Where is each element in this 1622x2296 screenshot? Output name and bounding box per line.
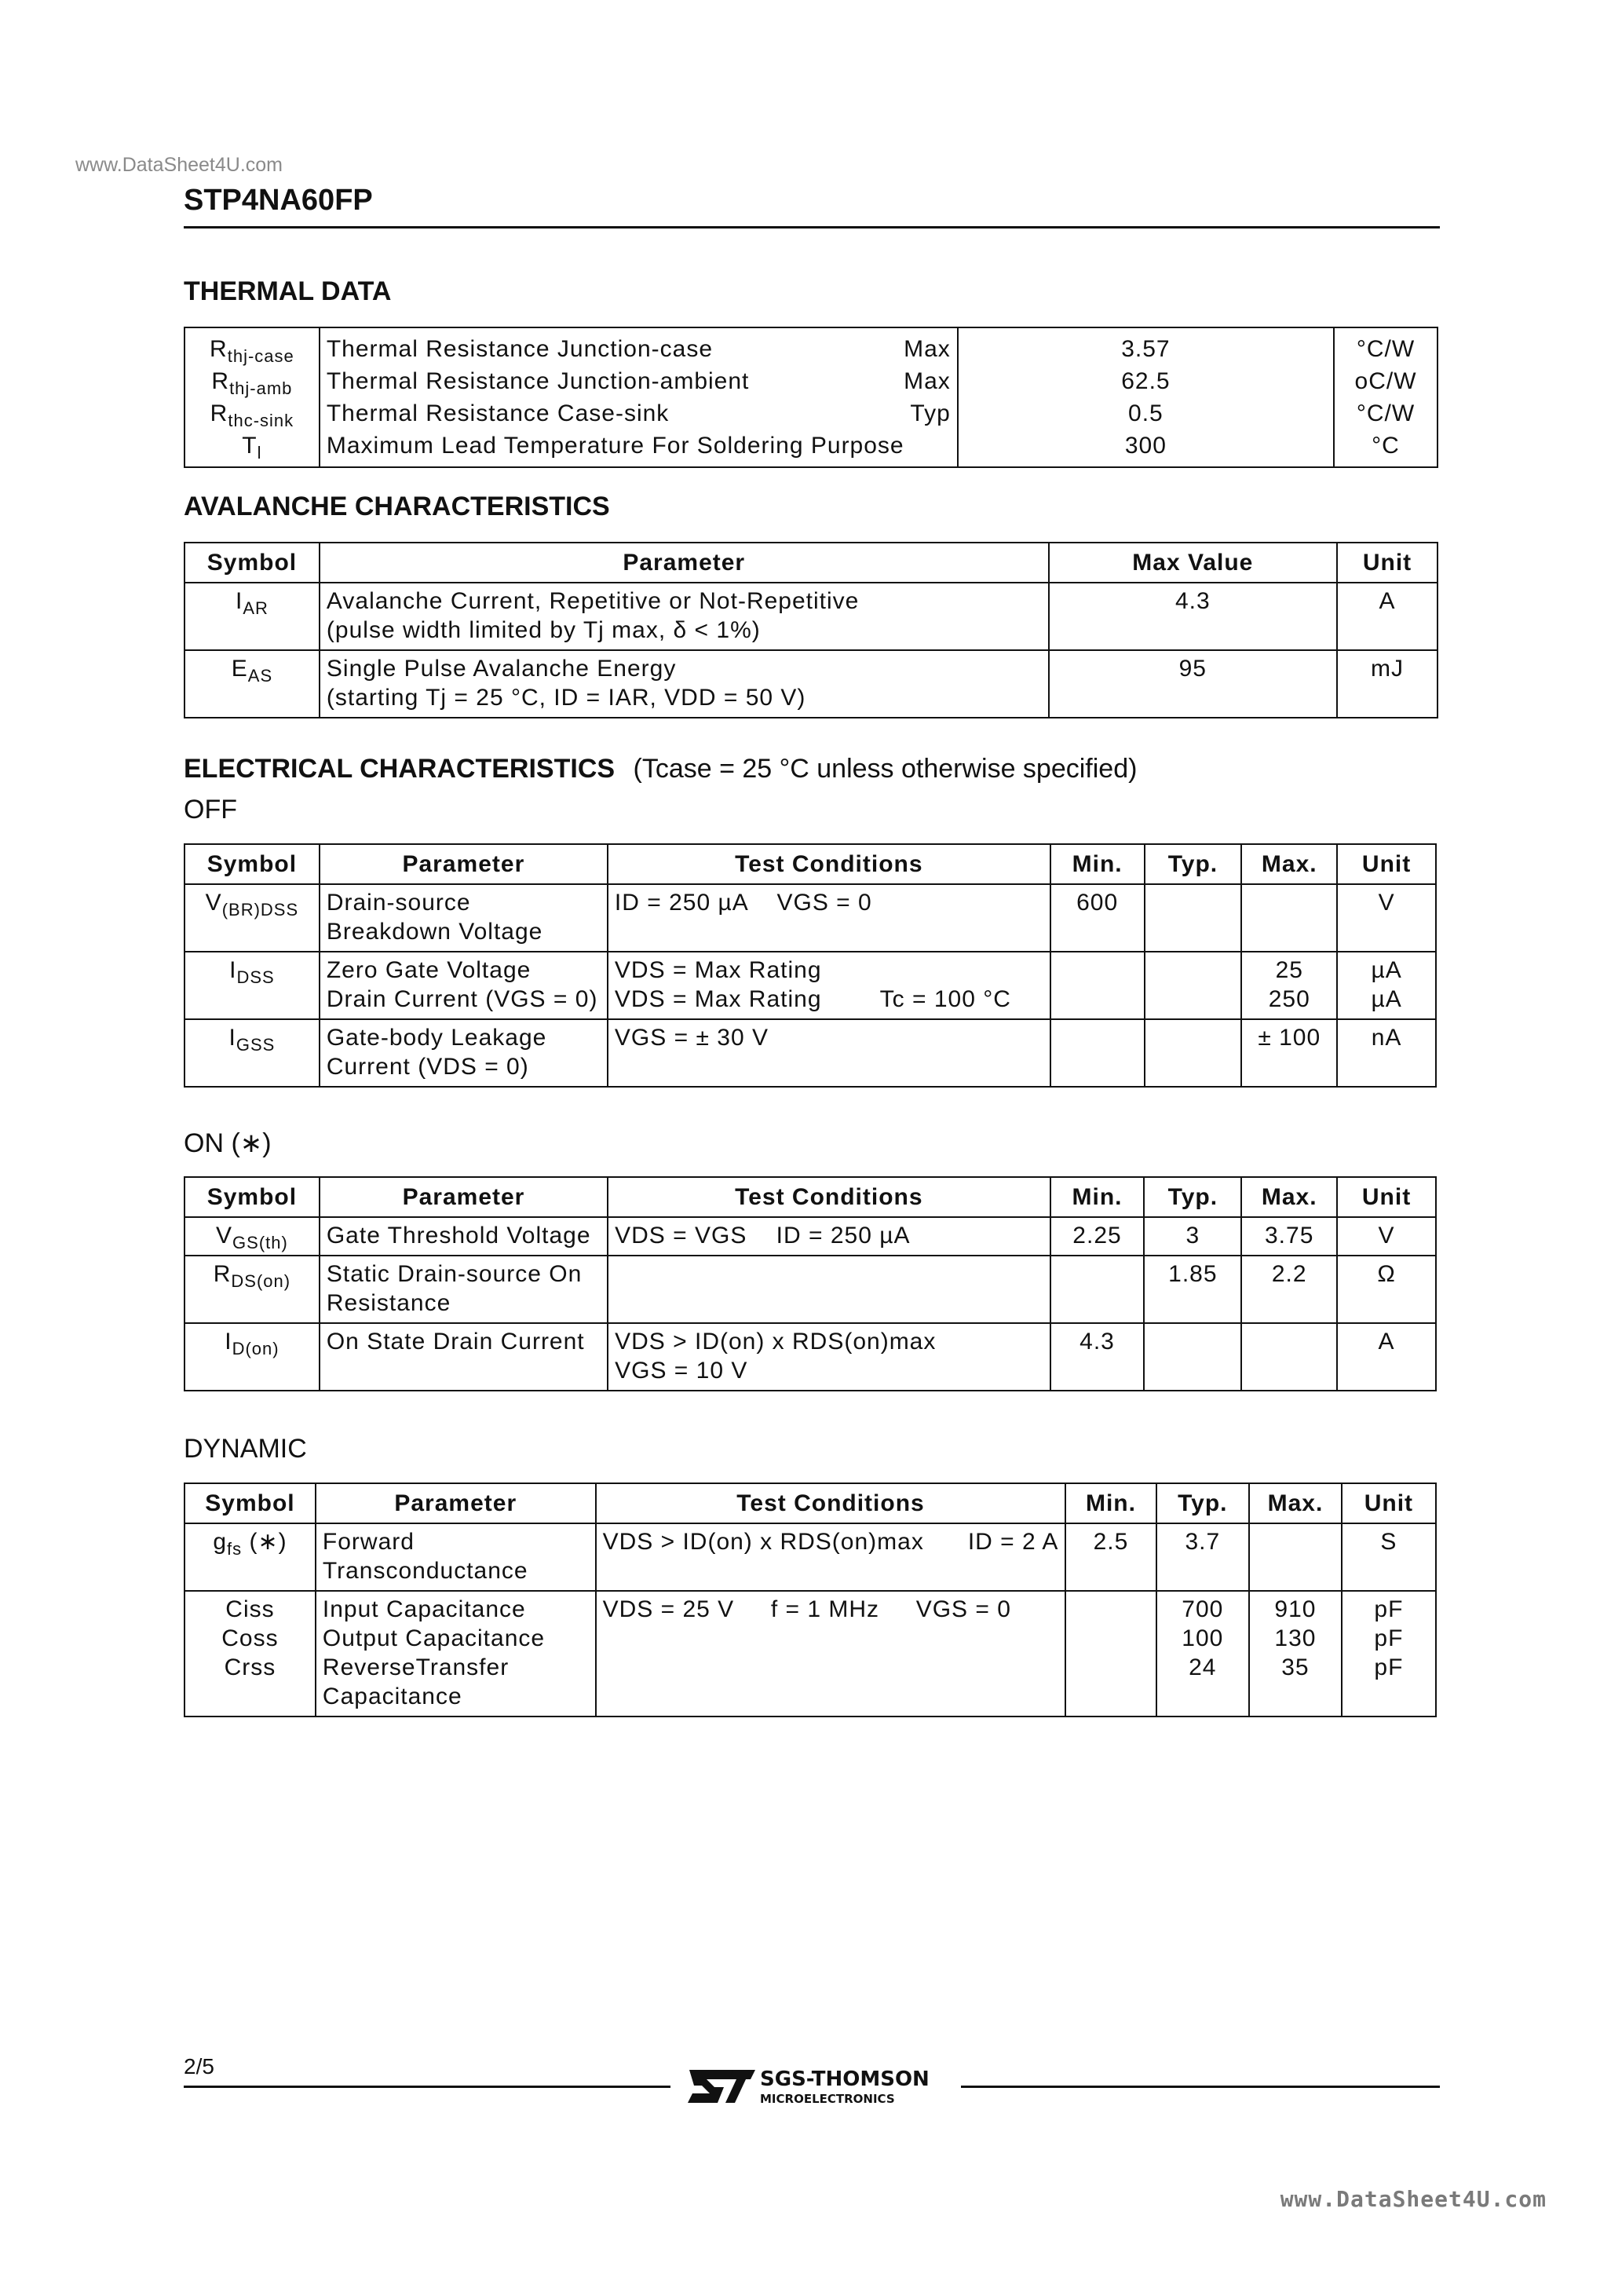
symbol-subscript: GSS xyxy=(236,1035,276,1055)
brand-subtext: MICROELECTRONICS xyxy=(760,2092,895,2106)
max-line-1: ± 100 xyxy=(1258,1025,1321,1051)
off-table xyxy=(184,843,1437,1088)
col-symbol: Symbol xyxy=(184,543,320,583)
dynamic-min: 2.5 xyxy=(1065,1523,1156,1591)
thermal-row xyxy=(184,327,1438,365)
thermal-row xyxy=(184,397,1438,430)
thermal-value: 300 xyxy=(958,430,1334,467)
thermal-unit: oC/W xyxy=(1334,365,1438,397)
dynamic-parameter xyxy=(316,1523,596,1591)
symbol-subscript: DSS xyxy=(236,967,275,987)
param-line-2: (pulse width limited by Tj max, δ < 1%) xyxy=(326,617,761,643)
param-line-1: Static Drain-source On xyxy=(326,1261,583,1287)
on-unit: Ω xyxy=(1337,1256,1436,1323)
symbol-subscript: AR xyxy=(243,598,269,618)
thermal-parameter: Thermal Resistance Junction-ambient xyxy=(326,368,750,394)
avalanche-value: 95 xyxy=(1049,650,1338,718)
off-max xyxy=(1241,952,1337,1019)
dynamic-symbol xyxy=(184,1591,316,1717)
max-line: 910 xyxy=(1274,1596,1317,1622)
param-line: Transconductance xyxy=(322,1558,528,1584)
off-unit xyxy=(1337,1019,1436,1087)
dynamic-unit xyxy=(1342,1523,1436,1591)
on-parameter xyxy=(320,1323,608,1391)
header-rule xyxy=(184,226,1440,229)
symbol-letter: I xyxy=(229,957,237,983)
col-min: Min. xyxy=(1050,1177,1145,1217)
unit-line-1: µA xyxy=(1371,957,1402,983)
max-line-1: 25 xyxy=(1275,957,1303,983)
thermal-parameter-cell xyxy=(320,327,958,365)
test-line-2: VGS = 10 V xyxy=(615,1358,748,1384)
symbol-subscript: (BR)DSS xyxy=(221,900,299,919)
symbol-letter: R xyxy=(210,336,228,362)
dynamic-max xyxy=(1249,1523,1342,1591)
off-unit xyxy=(1337,884,1436,952)
avalanche-value: 4.3 xyxy=(1049,583,1338,650)
footer-rule-left xyxy=(184,2086,670,2088)
param-line: ReverseTransfer xyxy=(322,1654,510,1680)
off-typ xyxy=(1145,952,1242,1019)
off-test-conditions xyxy=(608,1019,1050,1087)
symbol-letter: I xyxy=(225,1329,232,1355)
on-test-conditions xyxy=(608,1323,1050,1391)
dynamic-max xyxy=(1249,1591,1342,1717)
off-max xyxy=(1241,884,1337,952)
typ-line: 100 xyxy=(1182,1625,1224,1651)
unit-line: S xyxy=(1380,1529,1397,1555)
param-line-2: Current (VDS = 0) xyxy=(326,1054,529,1080)
param-line: Input Capacitance xyxy=(322,1596,526,1622)
test-line: VDS > ID(on) x RDS(on)max ID = 2 A xyxy=(602,1529,1059,1555)
thermal-qualifier: Max xyxy=(904,368,951,394)
off-test-conditions xyxy=(608,884,1050,952)
thermal-value: 3.57 xyxy=(958,327,1334,365)
symbol-subscript: GS(th) xyxy=(232,1233,288,1252)
col-typ: Typ. xyxy=(1145,844,1242,884)
param-line: Capacitance xyxy=(322,1684,462,1709)
unit-line: pF xyxy=(1374,1596,1404,1622)
off-test-conditions xyxy=(608,952,1050,1019)
param-line-2: Resistance xyxy=(326,1290,451,1316)
part-number: STP4NA60FP xyxy=(184,184,373,217)
on-parameter xyxy=(320,1256,608,1323)
param-line-2: (starting Tj = 25 °C, ID = IAR, VDD = 50 V) xyxy=(326,685,806,711)
off-title: OFF xyxy=(184,795,237,824)
thermal-row xyxy=(184,365,1438,397)
avalanche-title: AVALANCHE CHARACTERISTICS xyxy=(184,492,610,521)
footer-rule-right xyxy=(961,2086,1440,2088)
symbol-subscript: thc-sink xyxy=(228,411,294,430)
unit-line-1: V xyxy=(1378,890,1395,916)
watermark-bottom: www.DataSheet4U.com xyxy=(1280,2186,1547,2212)
dynamic-unit xyxy=(1342,1591,1436,1717)
off-parameter xyxy=(320,884,608,952)
on-typ: 1.85 xyxy=(1144,1256,1241,1323)
symbol-subscript: thj-case xyxy=(227,346,294,366)
symbol-letter: E xyxy=(231,656,248,682)
symbol-subscript: l xyxy=(257,443,262,462)
on-table xyxy=(184,1176,1437,1391)
dynamic-min xyxy=(1065,1591,1156,1717)
thermal-symbol xyxy=(184,397,320,430)
off-max xyxy=(1241,1019,1337,1087)
typ-line: 24 xyxy=(1189,1654,1217,1680)
dynamic-symbol-line: Crss xyxy=(224,1654,276,1680)
symbol-subscript: fs xyxy=(227,1539,243,1559)
on-min xyxy=(1050,1256,1145,1323)
max-line: 130 xyxy=(1274,1625,1317,1651)
symbol-letter: T xyxy=(242,433,258,459)
on-unit: A xyxy=(1337,1323,1436,1391)
thermal-qualifier: Typ xyxy=(910,400,951,426)
sgs-thomson-logo xyxy=(683,2060,950,2111)
on-typ: 3 xyxy=(1144,1217,1241,1256)
param-line: Output Capacitance xyxy=(322,1625,546,1651)
dynamic-test-conditions xyxy=(596,1591,1066,1717)
col-unit: Unit xyxy=(1337,1177,1436,1217)
col-max: Max. xyxy=(1241,844,1337,884)
param-line: Forward xyxy=(322,1529,415,1555)
thermal-unit: °C/W xyxy=(1334,397,1438,430)
off-symbol xyxy=(184,884,320,952)
col-typ: Typ. xyxy=(1156,1483,1250,1523)
off-symbol xyxy=(184,952,320,1019)
max-line: 35 xyxy=(1281,1654,1310,1680)
on-row xyxy=(184,1256,1436,1323)
thermal-unit: °C xyxy=(1334,430,1438,467)
typ-line: 700 xyxy=(1182,1596,1224,1622)
on-test-conditions xyxy=(608,1256,1050,1323)
thermal-parameter-cell xyxy=(320,430,958,467)
off-parameter xyxy=(320,1019,608,1087)
watermark-top: www.DataSheet4U.com xyxy=(75,154,283,176)
thermal-symbol xyxy=(184,365,320,397)
avalanche-row xyxy=(184,583,1438,650)
col-symbol: Symbol xyxy=(184,844,320,884)
symbol-subscript: thj-amb xyxy=(229,378,293,398)
param-line-1: On State Drain Current xyxy=(326,1329,585,1355)
symbol-subscript: D(on) xyxy=(232,1339,279,1358)
on-unit: V xyxy=(1337,1217,1436,1256)
avalanche-symbol xyxy=(184,583,320,650)
on-symbol xyxy=(184,1256,320,1323)
avalanche-table xyxy=(184,542,1438,718)
col-unit: Unit xyxy=(1342,1483,1436,1523)
col-max: Max. xyxy=(1241,1177,1337,1217)
dynamic-title: DYNAMIC xyxy=(184,1434,307,1464)
on-max: 2.2 xyxy=(1241,1256,1337,1323)
electrical-condition: (Tcase = 25 °C unless otherwise specified) xyxy=(633,754,1138,784)
param-line-1: Gate-body Leakage xyxy=(326,1025,547,1051)
thermal-value: 0.5 xyxy=(958,397,1334,430)
symbol-subscript: DS(on) xyxy=(231,1271,291,1291)
on-symbol xyxy=(184,1323,320,1391)
test-line-1: VDS > ID(on) x RDS(on)max xyxy=(615,1329,937,1355)
avalanche-unit: mJ xyxy=(1337,650,1438,718)
param-line-1: Zero Gate Voltage xyxy=(326,957,532,983)
param-line-1: Drain-source xyxy=(326,890,471,916)
on-max xyxy=(1241,1323,1337,1391)
dynamic-typ xyxy=(1156,1523,1250,1591)
param-line-2: Breakdown Voltage xyxy=(326,919,543,945)
test-line: VDS = 25 V f = 1 MHz VGS = 0 xyxy=(602,1596,1011,1622)
unit-line: pF xyxy=(1374,1625,1404,1651)
thermal-parameter-cell xyxy=(320,397,958,430)
off-min xyxy=(1050,1019,1145,1087)
on-symbol xyxy=(184,1217,320,1256)
thermal-symbol xyxy=(184,430,320,467)
param-line-2: Drain Current (VGS = 0) xyxy=(326,986,598,1012)
dynamic-symbol-line: Coss xyxy=(221,1625,279,1651)
st-logo-icon xyxy=(683,2060,950,2111)
off-row xyxy=(184,884,1436,952)
dynamic-symbol xyxy=(184,1523,316,1591)
col-parameter: Parameter xyxy=(320,543,1049,583)
col-test: Test Conditions xyxy=(608,844,1050,884)
avalanche-parameter xyxy=(320,650,1049,718)
test-line-1: VDS = VGS ID = 250 µA xyxy=(615,1223,911,1249)
on-row xyxy=(184,1217,1436,1256)
dynamic-symbol-line: Ciss xyxy=(225,1596,275,1622)
test-line-1: VDS = Max Rating xyxy=(614,957,822,983)
symbol-letter: I xyxy=(236,588,243,614)
dynamic-test-conditions xyxy=(596,1523,1066,1591)
off-parameter xyxy=(320,952,608,1019)
test-line-2: VDS = Max Rating Tc = 100 °C xyxy=(614,986,1011,1012)
col-unit: Unit xyxy=(1337,844,1436,884)
off-symbol xyxy=(184,1019,320,1087)
off-min: 600 xyxy=(1050,884,1145,952)
dynamic-row xyxy=(184,1591,1436,1717)
dynamic-typ xyxy=(1156,1591,1250,1717)
symbol-letter: V xyxy=(205,890,222,916)
thermal-unit: °C/W xyxy=(1334,327,1438,365)
on-max: 3.75 xyxy=(1241,1217,1337,1256)
avalanche-row xyxy=(184,650,1438,718)
on-min: 4.3 xyxy=(1050,1323,1145,1391)
param-line-1: Single Pulse Avalanche Energy xyxy=(326,656,677,682)
electrical-heading xyxy=(184,754,1137,784)
col-test: Test Conditions xyxy=(596,1483,1066,1523)
col-min: Min. xyxy=(1050,844,1145,884)
avalanche-symbol xyxy=(184,650,320,718)
col-symbol: Symbol xyxy=(184,1483,316,1523)
off-typ xyxy=(1145,884,1242,952)
page-number: 2/5 xyxy=(184,2054,214,2078)
thermal-qualifier: Max xyxy=(904,336,951,362)
col-symbol: Symbol xyxy=(184,1177,320,1217)
col-unit: Unit xyxy=(1337,543,1438,583)
param-line-1: Gate Threshold Voltage xyxy=(326,1223,591,1249)
off-unit xyxy=(1337,952,1436,1019)
symbol-letter: V xyxy=(216,1223,233,1249)
col-parameter: Parameter xyxy=(320,1177,608,1217)
on-title: ON (∗) xyxy=(184,1128,272,1158)
off-min xyxy=(1050,952,1145,1019)
test-line-1: VGS = ± 30 V xyxy=(614,1025,769,1051)
col-typ: Typ. xyxy=(1144,1177,1241,1217)
col-max: Max. xyxy=(1249,1483,1342,1523)
thermal-title: THERMAL DATA xyxy=(184,276,392,306)
thermal-row xyxy=(184,430,1438,467)
avalanche-unit: A xyxy=(1337,583,1438,650)
electrical-title: ELECTRICAL CHARACTERISTICS xyxy=(184,754,616,784)
typ-line: 3.7 xyxy=(1185,1529,1221,1555)
unit-line-2: µA xyxy=(1371,986,1402,1012)
off-typ xyxy=(1145,1019,1242,1087)
symbol-letter: R xyxy=(211,368,230,394)
col-max-value: Max Value xyxy=(1049,543,1338,583)
on-min: 2.25 xyxy=(1050,1217,1145,1256)
col-parameter: Parameter xyxy=(316,1483,596,1523)
dynamic-parameter xyxy=(316,1591,596,1717)
unit-line: pF xyxy=(1374,1654,1404,1680)
thermal-table xyxy=(184,327,1438,468)
symbol-suffix: (∗) xyxy=(242,1529,287,1555)
on-row xyxy=(184,1323,1436,1391)
on-typ xyxy=(1144,1323,1241,1391)
off-row xyxy=(184,1019,1436,1087)
thermal-parameter: Thermal Resistance Junction-case xyxy=(326,336,714,362)
test-line-1: ID = 250 µA VGS = 0 xyxy=(614,890,872,916)
thermal-parameter: Thermal Resistance Case-sink xyxy=(326,400,670,426)
symbol-letter: R xyxy=(210,400,228,426)
dynamic-row xyxy=(184,1523,1436,1591)
thermal-parameter: Maximum Lead Temperature For Soldering Purpose xyxy=(326,433,904,459)
unit-line-1: nA xyxy=(1371,1025,1402,1051)
avalanche-parameter xyxy=(320,583,1049,650)
max-line-2: 250 xyxy=(1268,986,1310,1012)
on-test-conditions xyxy=(608,1217,1050,1256)
thermal-parameter-cell xyxy=(320,365,958,397)
thermal-symbol xyxy=(184,327,320,365)
param-line-1: Avalanche Current, Repetitive or Not-Repetitive xyxy=(326,588,860,614)
thermal-value: 62.5 xyxy=(958,365,1334,397)
col-parameter: Parameter xyxy=(320,844,608,884)
symbol-subscript: AS xyxy=(247,666,273,686)
symbol-letter: R xyxy=(213,1261,232,1287)
brand-text: SGS-THOMSON xyxy=(760,2067,930,2091)
off-row xyxy=(184,952,1436,1019)
on-parameter xyxy=(320,1217,608,1256)
col-test: Test Conditions xyxy=(608,1177,1050,1217)
symbol-letter: g xyxy=(213,1529,227,1555)
symbol-letter: I xyxy=(228,1025,236,1051)
col-min: Min. xyxy=(1065,1483,1156,1523)
dynamic-table xyxy=(184,1483,1437,1717)
